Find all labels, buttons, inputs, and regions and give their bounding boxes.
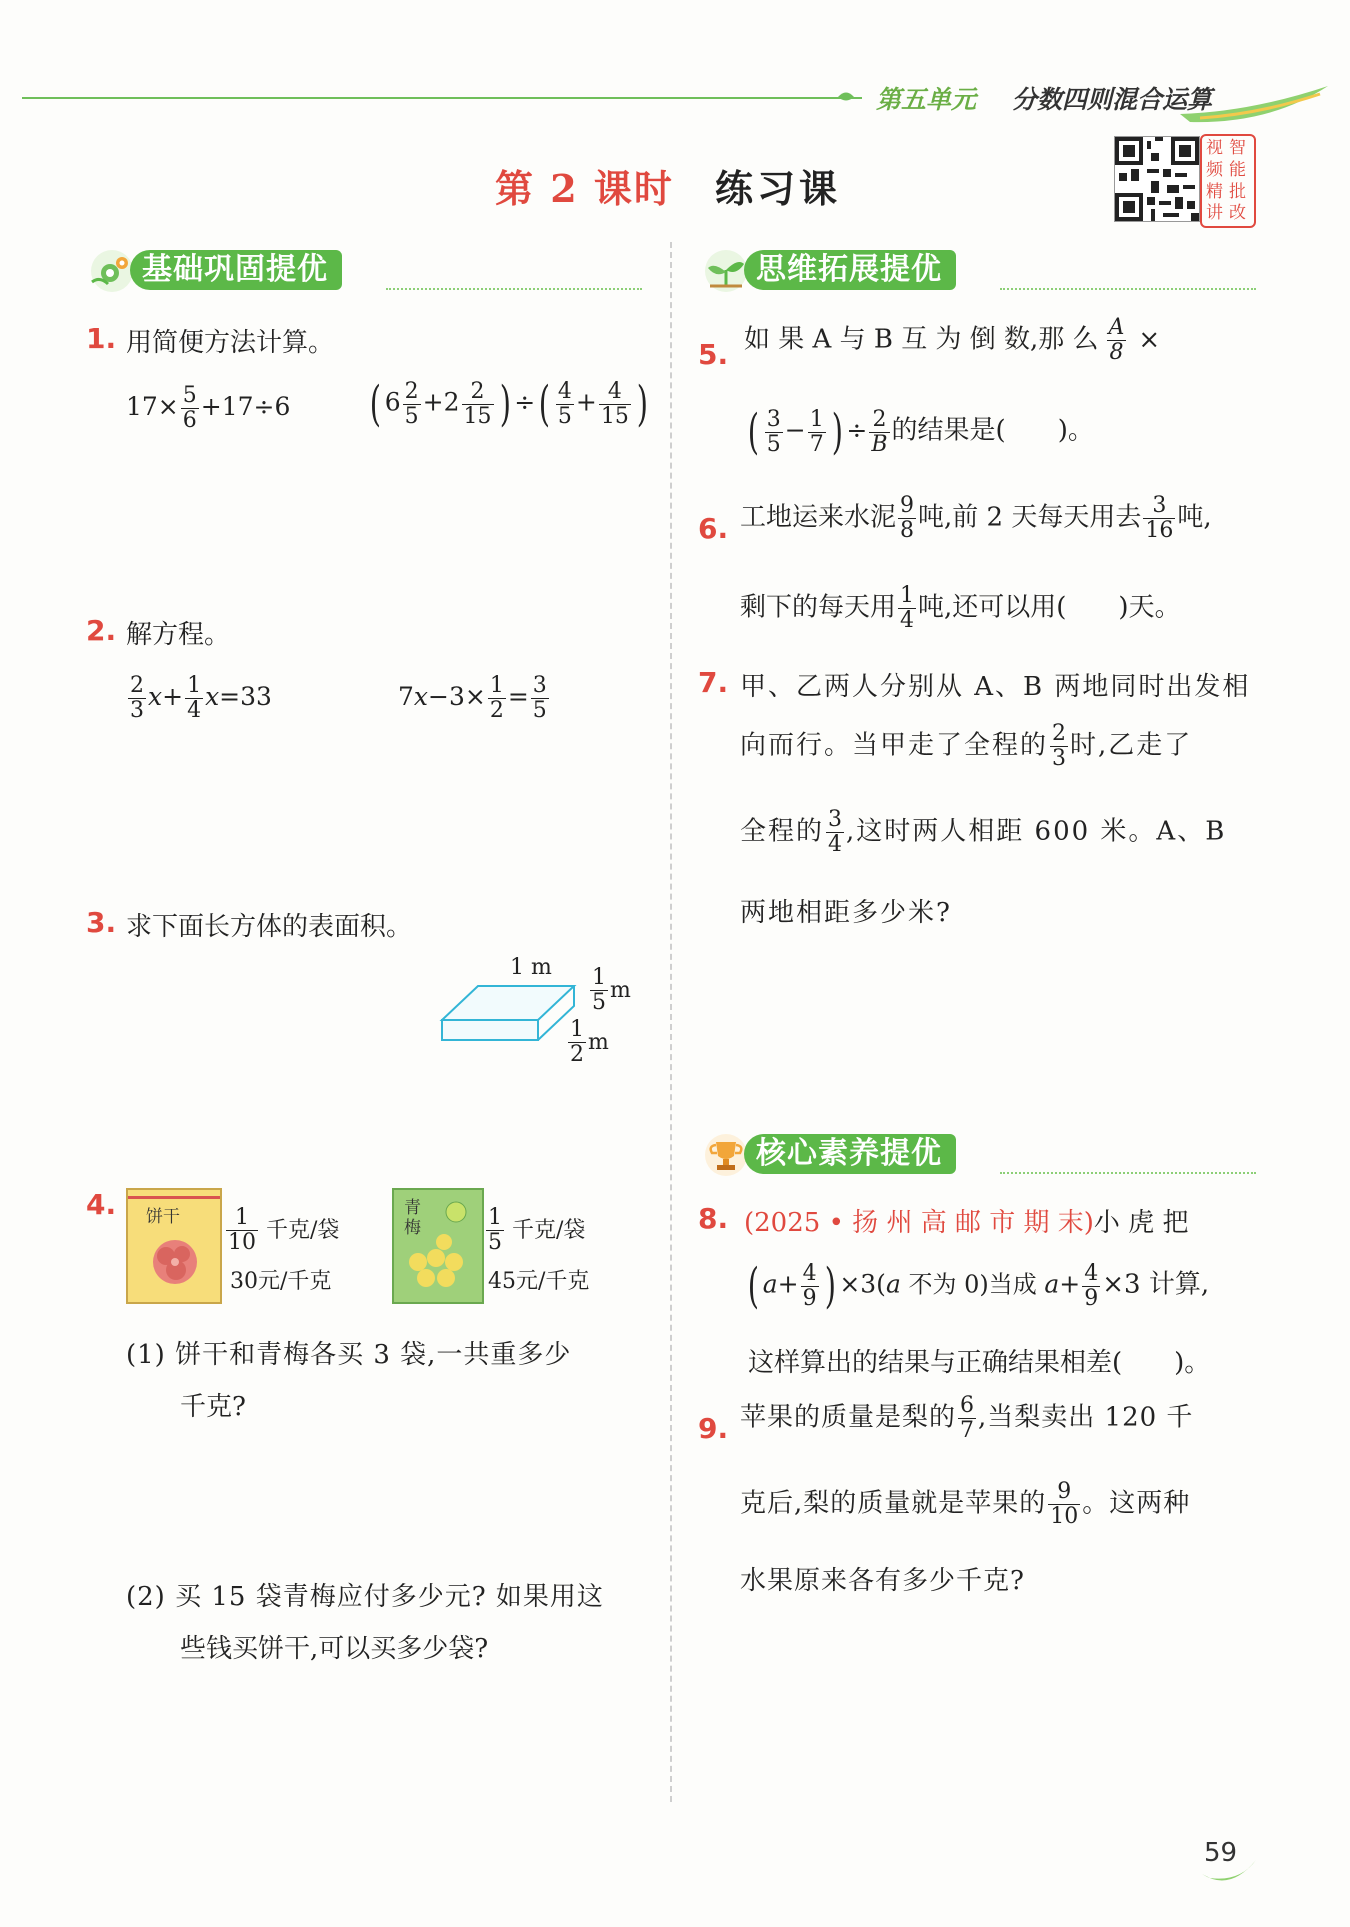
question-9-number: 9. — [698, 1412, 729, 1445]
plum-price: 45元/千克 — [488, 1269, 590, 1294]
cuboid-height-label: $\frac{1}{5}$ m — [592, 965, 631, 1015]
page-number: 59 — [1204, 1838, 1238, 1868]
green-plum-bag-image: 青 梅 — [392, 1188, 484, 1304]
section-thinking-header — [700, 248, 1260, 294]
lesson-name: 练习课 — [715, 166, 842, 211]
plum-weight: $\frac{1}{5}$ 千克/袋 — [488, 1205, 586, 1255]
question-6-number: 6. — [698, 512, 729, 545]
cuboid-diagram — [438, 978, 578, 1044]
question-7-number: 7. — [698, 666, 729, 699]
cuboid-length-label: 1 m — [510, 955, 552, 980]
lesson-label: 第 2 课时 — [495, 166, 674, 211]
unit-label: 第五单元 — [876, 85, 977, 114]
question-1a-expression: 17× $\frac{5}{6}$ +17÷6 — [126, 383, 291, 433]
cuboid-width-label: $\frac{1}{2}$ m — [570, 1017, 609, 1067]
section-thinking-title: 思维拓展提优 — [744, 250, 956, 290]
question-1-stem: 用简便方法计算。 — [126, 328, 335, 358]
question-2-stem: 解方程。 — [126, 620, 231, 650]
question-4-part2-line1: (2) 买 15 袋青梅应付多少元? 如果用这 — [126, 1582, 604, 1612]
leaf-icon — [836, 90, 856, 104]
question-9-line1: 苹果的质量是梨的 $\frac{6}{7}$ ,当梨卖出 120 千 — [740, 1393, 1194, 1443]
section-basic-header — [86, 248, 646, 294]
question-8-line2: ( a+ $\frac{4}{9}$ ) ×3(a 不为 0)当成 a+ $\frac{4}{9}$ ×3 计算, — [747, 1258, 1210, 1314]
biscuit-bag-image: 饼干 — [126, 1188, 222, 1304]
header-rule — [22, 97, 862, 99]
unit-title: 分数四则混合运算 — [1012, 85, 1213, 114]
question-5-number: 5. — [698, 338, 729, 371]
question-5-line2: ( $\frac{3}{5}$ − $\frac{1}{7}$ ) ÷ $\frac{2}{B}$ 的结果是( )。 — [747, 404, 1094, 460]
question-4-number: 4. — [86, 1188, 117, 1221]
question-2a-equation: $\frac{2}{3}$ x+ $\frac{1}{4}$ x=33 — [130, 673, 272, 723]
question-7-line1: 甲、乙两人分别从 A、B 两地同时出发相 — [740, 672, 1251, 702]
question-4-part1-line1: (1) 饼干和青梅各买 3 袋,一共重多少 — [126, 1340, 572, 1370]
question-8-number: 8. — [698, 1202, 729, 1235]
biscuit-price: 30元/千克 — [230, 1269, 332, 1294]
section-basic-title: 基础巩固提优 — [130, 250, 342, 290]
question-9-line3: 水果原来各有多少千克? — [740, 1566, 1025, 1596]
question-7-line4: 两地相距多少米? — [740, 898, 952, 928]
question-4-part1-line2: 千克? — [180, 1392, 246, 1422]
question-9-line2: 克后,梨的质量就是苹果的 $\frac{9}{10}$ 。这两种 — [740, 1479, 1191, 1529]
page-number-swoosh — [1200, 1852, 1260, 1892]
question-4-part2-line2: 些钱买饼干,可以买多少袋? — [180, 1634, 489, 1664]
question-1-number: 1. — [86, 322, 117, 355]
question-3-number: 3. — [86, 906, 117, 939]
question-3-stem: 求下面长方体的表面积。 — [126, 912, 413, 942]
question-8-line1: (2025 • 扬 州 高 邮 市 期 末)小 虎 把 — [744, 1208, 1189, 1238]
column-divider — [670, 242, 672, 1802]
qr-caption: 视 智 频 能 精 批 讲 改 — [1200, 134, 1256, 228]
question-2b-equation: 7x−3× $\frac{1}{2}$ = $\frac{3}{5}$ — [398, 673, 547, 723]
question-7-line3: 全程的 $\frac{3}{4}$ ,这时两人相距 600 米。A、B — [740, 807, 1227, 857]
question-5-line1: 如 果 A 与 B 互 为 倒 数,那 么 $\frac{A}{8}$ × — [744, 315, 1161, 365]
question-8-line3: 这样算出的结果与正确结果相差( )。 — [748, 1348, 1211, 1378]
section-core-title: 核心素养提优 — [744, 1134, 956, 1174]
biscuit-icon — [146, 1234, 204, 1290]
question-6-line2: 剩下的每天用 $\frac{1}{4}$ 吨,还可以用( )天。 — [740, 583, 1181, 633]
section-core-header — [700, 1132, 1260, 1178]
qr-code[interactable] — [1114, 136, 1200, 222]
question-6-line1: 工地运来水泥 $\frac{9}{8}$ 吨,前 2 天每天用去 $\frac{3}{16}$ 吨, — [740, 493, 1212, 543]
question-1b-expression: ( 6 $\frac{2}{5}$ +2 $\frac{2}{15}$ ) ÷( $\frac{4}{5}$ + $\frac{4}{15}$ ) — [369, 376, 648, 432]
plum-icon — [404, 1196, 474, 1296]
swoosh-decoration — [1180, 84, 1330, 124]
biscuit-weight: $\frac{1}{10}$ 千克/袋 — [228, 1205, 340, 1255]
question-2-number: 2. — [86, 614, 117, 647]
question-7-line2: 向而行。当甲走了全程的 $\frac{2}{3}$ 时,乙走了 — [740, 721, 1193, 771]
question-8-source: (2025 • 扬 州 高 邮 市 期 末) — [744, 1208, 1094, 1238]
